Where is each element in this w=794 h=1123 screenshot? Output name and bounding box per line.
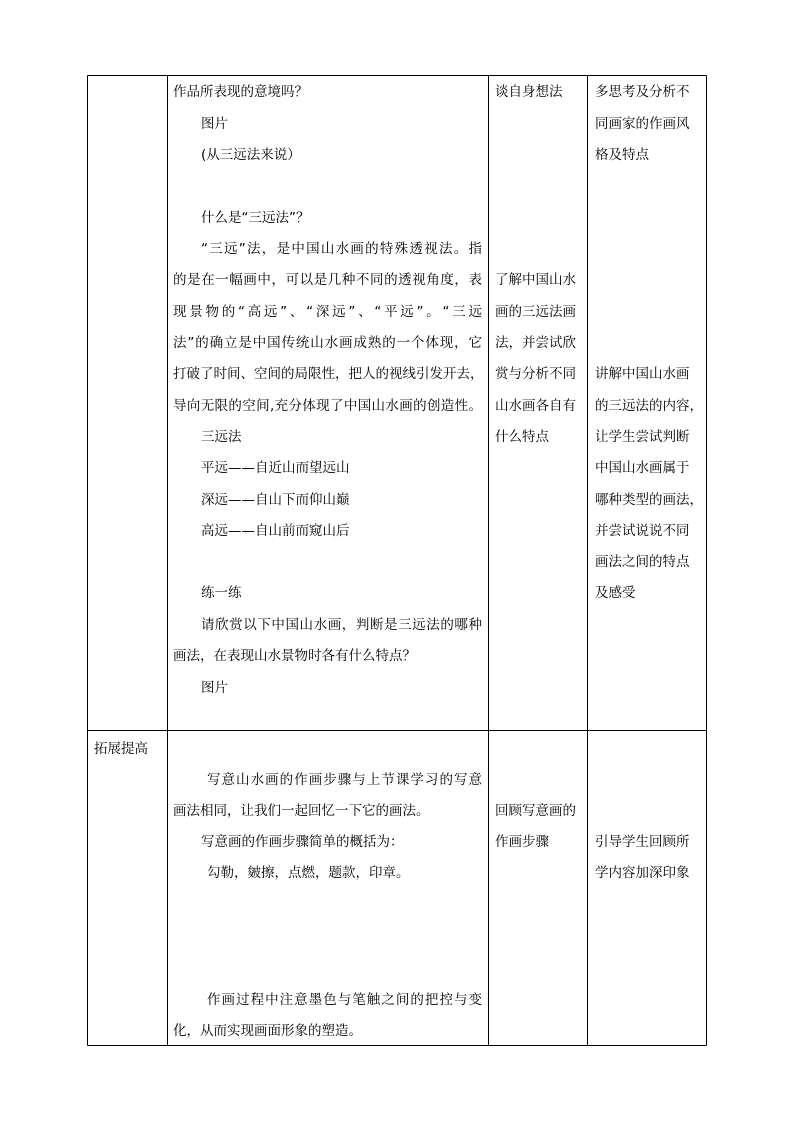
three-distances-question: 什么是“三远法”？	[201, 210, 310, 226]
student-activity-line: 回顾写意画的	[495, 803, 576, 819]
intent-line: 中国山水画属于	[595, 460, 690, 476]
steps-intro: 写意画的作画步骤简单的概括为：	[201, 834, 404, 850]
intent-line: 及感受	[595, 585, 636, 601]
student-activity-line: 赏与分析不同	[495, 366, 576, 382]
steps-list: 勾勒，皴擦，点燃，题款，印章。	[207, 865, 410, 881]
paragraph-line: 法”的确立是中国传统山水画成熟的一个体现，它	[173, 335, 482, 351]
paragraph-line: 写意山水画的作画步骤与上节课学习的写意	[207, 772, 482, 788]
paragraph-line: 打破了时间、空间的局限性，把人的视线引发开去，	[173, 366, 484, 382]
intent-line: 引导学生回顾所	[595, 834, 690, 850]
intent-line: 讲解中国山水画	[595, 366, 690, 382]
student-activity-line: 了解中国山水	[495, 272, 576, 288]
paragraph-line: 导向无限的空间,充分体现了中国山水画的创造性。	[173, 398, 482, 414]
section-label: 拓展提高	[94, 741, 148, 757]
perspective-note: (从三远法来说）	[201, 147, 301, 163]
intent-line: 哪种类型的画法，	[595, 492, 703, 508]
student-activity-line: 什么特点	[495, 429, 549, 445]
intent-line: 让学生尝试判断	[595, 429, 690, 445]
intro-line: 作品所表现的意境吗？	[173, 84, 308, 100]
student-activity-top: 谈自身想法	[495, 84, 563, 100]
practice-heading: 练一练	[201, 585, 242, 601]
intent-top-line: 多思考及分析不	[595, 84, 690, 100]
paragraph-line: 现景物的“高远”、“深远”、“平远”。“三远	[173, 304, 482, 320]
paragraph-line: 作画过程中注意墨色与笔触之间的把控与变	[207, 992, 482, 1008]
paragraph-line: 的是在一幅画中，可以是几种不同的透视角度，表	[173, 272, 482, 288]
student-activity-line: 法，并尝试欣	[495, 335, 576, 351]
paragraph-line: 画法相同，让我们一起回忆一下它的画法。	[173, 803, 430, 819]
practice-line: 画法，在表现山水景物时各有什么特点？	[173, 648, 416, 664]
intent-line: 的三远法的内容，	[595, 398, 703, 414]
intent-line: 画法之间的特点	[595, 554, 690, 570]
method-item: 平远——自近山而望远山	[201, 460, 350, 476]
intent-top-line: 格及特点	[595, 147, 649, 163]
method-item: 高远——自山前而窥山后	[201, 523, 350, 539]
student-activity-line: 作画步骤	[495, 834, 549, 850]
paragraph-line: “三远”法，是中国山水画的特殊透视法。指	[201, 241, 482, 257]
method-heading: 三远法	[201, 429, 242, 445]
paragraph-line: 化，从而实现画面形象的塑造。	[173, 1023, 362, 1039]
practice-line: 请欣赏以下中国山水画，判断是三远法的哪种	[201, 617, 482, 633]
intent-top-line: 同画家的作画风	[595, 116, 690, 132]
student-activity-line: 山水画各自有	[495, 398, 576, 414]
intent-line: 学内容加深印象	[595, 865, 690, 881]
student-activity-line: 画的三远法画	[495, 304, 576, 320]
intent-line: 并尝试说说不同	[595, 523, 690, 539]
picture-placeholder-2: 图片	[201, 680, 228, 696]
picture-placeholder-1: 图片	[201, 116, 228, 132]
method-item: 深远——自山下而仰山巅	[201, 492, 350, 508]
